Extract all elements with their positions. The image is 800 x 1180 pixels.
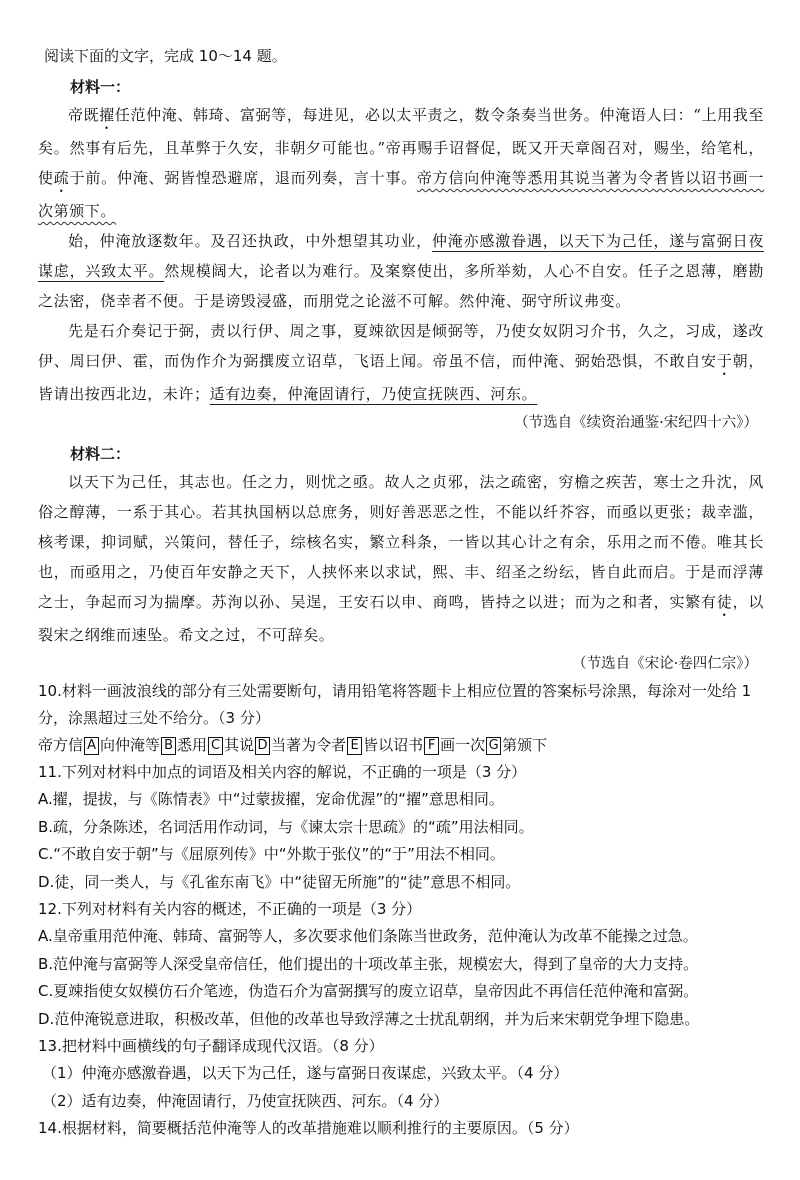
answer-box-b[interactable]: B — [161, 737, 176, 755]
seg-text: 向仲淹等 — [100, 736, 161, 754]
seg-text: 帝方信 — [38, 736, 84, 754]
question-13-stem: 13.把材料中画横线的句子翻译成现代汉语。（8 分） — [38, 1037, 384, 1055]
seg-text: 第颁下 — [502, 736, 548, 754]
text-run: 任范仲淹、韩琦、富弼等，每进见，必以太平责之，数令条奏当世务。仲淹语人曰：“上用我至矣。然事有后先，且革弊于久安，非朝夕可能也。”帝再赐手诏督促，既又开天章阁召对，赐坐，给笔札，使 — [38, 106, 765, 187]
wavy-underlined-sentence: 帝方信向仲淹等悉用其说当著为令者皆以诏书画一次第颁下。 — [38, 169, 765, 220]
material-2-heading: 材料二： — [70, 445, 131, 463]
question-11-option-d[interactable]: D.徒，同一类人，与《孔雀东南飞》中“徒留无所施”的“徒”意思不相同。 — [38, 872, 521, 891]
text-run: 朝，皆请出按西北边，未许； — [38, 352, 764, 403]
material-1-source: （节选自《续资治通鉴·宋纪四十六》） — [514, 415, 758, 431]
question-13-item-1: （1）仲淹亦感激眷遇，以天下为己任，遂与富弼日夜谋虑，兴致太平。（4 分） — [42, 1064, 569, 1082]
question-12-option-c[interactable]: C.夏竦指使女奴模仿石介笔迹，伪造石介为富弼撰写的废立诏草，皇帝因此不再信任范仲淹和富弼。 — [38, 982, 699, 1000]
underlined-sentence-1: 仲淹亦感激眷遇，以天下为己任，遂与富弼日夜谋虑，兴致太平。 — [38, 232, 764, 280]
text-run: 始，仲淹放逐数年。及召还执政，中外想望其功业， — [68, 232, 432, 250]
question-12-option-b[interactable]: B.范仲淹与富弼等人深受皇帝信任，他们提出的十项改革主张，规模宏大，得到了皇帝的大力支持。 — [38, 954, 699, 973]
answer-box-a[interactable]: A — [84, 737, 99, 755]
material-2-source: （节选自《宋论·卷四仁宗》） — [572, 656, 758, 672]
question-11-stem: 11.下列对材料中加点的词语及相关内容的解说，不正确的一项是（3 分） — [38, 763, 527, 781]
answer-box-g[interactable]: G — [486, 737, 501, 755]
question-13-item-2: （2）适有边奏，仲淹固请行，乃使宣抚陕西、河东。（4 分） — [42, 1091, 449, 1110]
seg-text: 画一次 — [440, 736, 486, 754]
material-2-paragraph — [38, 467, 764, 650]
dotted-word-shu: 疏 — [53, 169, 70, 187]
question-10-stem: 10.材料一画波浪线的部分有三处需要断句，请用铅笔将答题卡上相应位置的答案标号涂黑，每涂对一处给 1 分，涂黑超过三处不给分。（3 分） — [38, 682, 752, 727]
underlined-sentence-2: 适有边奏，仲淹固请行，乃使宣抚陕西、河东。 — [209, 385, 538, 403]
question-12-option-a[interactable]: A.皇帝重用范仲淹、韩琦、富弼等人，多次要求他们条陈当世政务，范仲淹认为改革不能操之过急。 — [38, 927, 698, 945]
text-run: 帝既 — [68, 106, 100, 124]
material-1-paragraph-2 — [38, 226, 764, 316]
question-12-option-d[interactable]: D.范仲淹锐意进取，积极改革，但他的改革也导致浮薄之士扰乱朝纲，并为后来宋朝党争埋下隐患。 — [38, 1009, 700, 1028]
seg-text: 悉用 — [177, 736, 208, 754]
material-1-heading: 材料一： — [70, 78, 131, 96]
question-10-segmentation — [38, 732, 764, 759]
answer-box-e[interactable]: E — [347, 737, 362, 755]
answer-box-f[interactable]: F — [424, 737, 439, 755]
text-run: 以天下为己任，其志也。任之力，则忧之亟。故人之贞邪，法之疏密，穷檐之疾苦，寒士之升沈，风俗之醇薄，一系于其心。若其执国柄以总庶务，则好善恶恶之性，不能以纤芥容，而亟以更张；裁幸滥，核考课，抑词赋，兴策问，替任子，综核名实，繁立科条，一皆以其心计之有余，乐用之而不倦。唯其长也，而亟用之，乃使百年安静之天下，人挟怀来以求试，熙、丰、绍圣之纷纭，皆自此而启。于是而浮薄之士，争起而习为揣摩。苏洵以孙、吴逞，王安石以申、商鸣，皆持之以进；而为之和者，实繁有 — [38, 473, 764, 611]
question-11-option-b[interactable]: B.疏，分条陈述，名词活用作动词，与《谏太宗十思疏》的“疏”用法相同。 — [38, 817, 534, 836]
text-run: 然规模阔大，论者以为难行。及案察使出，多所举劾，人心不自安。任子之恩薄，磨勘之法密，侥幸者不便。于是谤毁浸盛，而朋党之论滋不可解。然仲淹、弼守所议弗变。 — [38, 262, 764, 310]
seg-text: 其说 — [224, 736, 255, 754]
text-run: 先是石介奏记于弼，责以行伊、周之事，夏竦欲因是倾弼等，乃使女奴阴习介书，久之，习成，遂改伊、周曰伊、霍，而伪作介为弼撰废立诏草，飞语上闻。帝虽不信，而仲淹、弼始恐惧，不敢自安 — [38, 322, 764, 370]
material-1-paragraph-1 — [38, 100, 764, 226]
dotted-word-zhuo: 擢 — [99, 106, 115, 124]
dotted-word-tu: 徒 — [716, 593, 733, 611]
answer-box-d[interactable]: D — [255, 737, 270, 755]
seg-text: 皆以诏书 — [363, 736, 424, 754]
question-12-stem: 12.下列对材料有关内容的概述，不正确的一项是（3 分） — [38, 900, 422, 918]
reading-instruction: 阅读下面的文字，完成 10～14 题。 — [44, 47, 287, 65]
question-11-option-a[interactable]: A.擢，提拔，与《陈情表》中“过蒙拔擢，宠命优渥”的“擢”意思相同。 — [38, 790, 504, 808]
answer-box-c[interactable]: C — [208, 737, 223, 755]
question-14-stem: 14.根据材料，简要概括范仲淹等人的改革措施难以顺利推行的主要原因。（5 分） — [38, 1119, 579, 1137]
text-run: 于前。仲淹、弼皆惶恐避席，退而列奏，言十事。 — [69, 169, 417, 187]
text-run: ，以裂宋之纲维而速坠。希文之过，不可辞矣。 — [38, 593, 764, 644]
seg-text: 当著为令者 — [271, 736, 347, 754]
question-11-option-c[interactable]: C.“不敢自安于朝”与《屈原列传》中“外欺于张仪”的“于”用法不相同。 — [38, 845, 505, 863]
dotted-word-yu: 于 — [716, 352, 733, 370]
material-1-paragraph-3 — [38, 316, 764, 409]
